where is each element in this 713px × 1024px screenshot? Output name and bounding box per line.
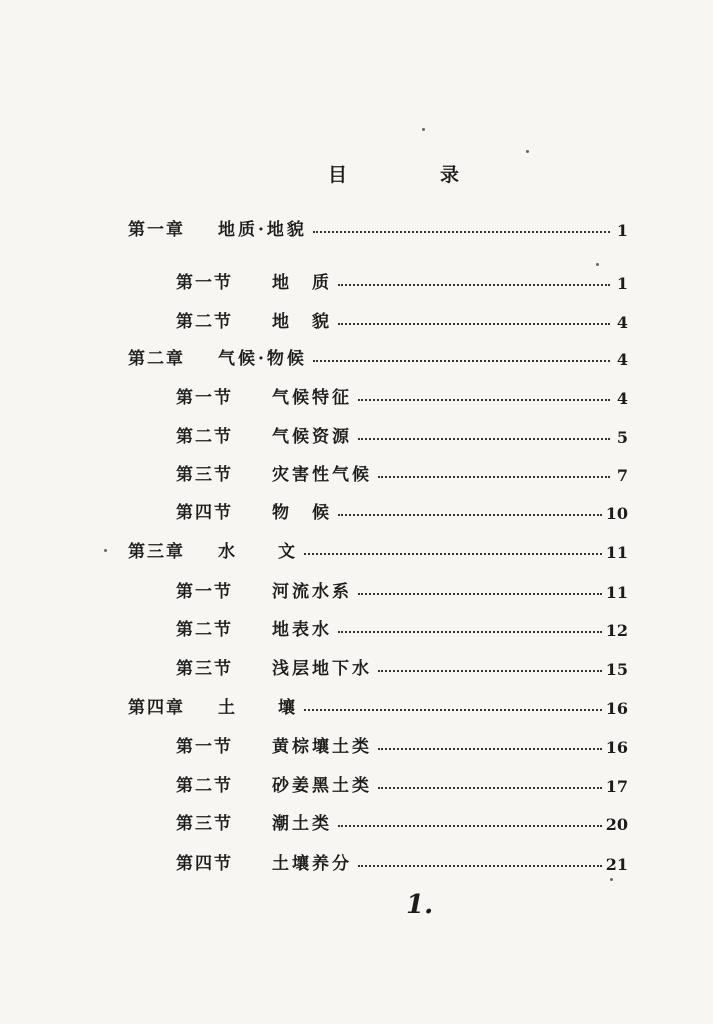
section-title: 气候特征: [272, 388, 352, 408]
print-speck: [422, 128, 425, 131]
page-number: 1.: [406, 890, 434, 920]
toc-section-row: [176, 731, 628, 757]
section-number: 第二节: [176, 312, 233, 332]
section-title: 浅层地下水: [272, 659, 372, 679]
leader-dots: [358, 438, 610, 440]
toc-section-row: [176, 770, 628, 796]
section-number: 第四节: [176, 854, 233, 874]
leader-dots: [358, 865, 602, 867]
section-title: 地表水: [272, 620, 332, 640]
page-ref: 17: [605, 777, 628, 796]
page-ref: 16: [605, 699, 628, 718]
page-ref: 21: [605, 855, 628, 874]
chapter-title: 气候·物候: [218, 349, 307, 369]
chapter-number: 第一章: [128, 220, 185, 240]
section-number: 第二节: [176, 776, 233, 796]
page-ref: 16: [605, 738, 628, 757]
section-title: 地 质: [272, 273, 332, 293]
page-ref: 4: [616, 389, 628, 408]
section-number: 第四节: [176, 503, 233, 523]
section-title: 砂姜黑土类: [272, 776, 372, 796]
title-char-2: 录: [440, 164, 460, 186]
toc-chapter-row: [128, 536, 628, 562]
section-title: 气候资源: [272, 427, 352, 447]
print-speck: [526, 150, 529, 153]
toc-section-row: [176, 267, 628, 293]
section-number: 第三节: [176, 659, 233, 679]
page-ref: 4: [616, 313, 628, 332]
leader-dots: [304, 709, 602, 711]
section-title: 地 貌: [272, 312, 332, 332]
page-title: [0, 160, 713, 190]
section-number: 第一节: [176, 582, 233, 602]
toc-section-row: [176, 808, 628, 834]
page-ref: 7: [616, 466, 628, 485]
leader-dots: [358, 593, 602, 595]
page-ref: 1: [616, 274, 628, 293]
section-number: 第二节: [176, 427, 233, 447]
leader-dots: [304, 553, 602, 555]
print-speck: [104, 549, 107, 552]
leader-dots: [358, 399, 610, 401]
page-ref: 5: [616, 428, 628, 447]
section-number: 第三节: [176, 465, 233, 485]
toc-section-row: [176, 382, 628, 408]
chapter-number: 第二章: [128, 349, 185, 369]
chapter-title: 土 壤: [218, 698, 298, 718]
chapter-title: 水 文: [218, 542, 298, 562]
toc-chapter-row: [128, 343, 628, 369]
leader-dots: [378, 787, 602, 789]
section-title: 物 候: [272, 503, 332, 523]
toc-section-row: [176, 653, 628, 679]
toc-chapter-row: [128, 214, 628, 240]
section-title: 潮土类: [272, 814, 332, 834]
leader-dots: [313, 231, 610, 233]
section-title: 灾害性气候: [272, 465, 372, 485]
page-ref: 4: [616, 350, 628, 369]
title-char-1: 目: [328, 164, 348, 186]
section-number: 第三节: [176, 814, 233, 834]
toc-section-row: [176, 497, 628, 523]
toc-section-row: [176, 306, 628, 332]
toc-section-row: [176, 848, 628, 874]
section-number: 第一节: [176, 388, 233, 408]
leader-dots: [338, 514, 602, 516]
leader-dots: [338, 631, 602, 633]
leader-dots: [338, 825, 602, 827]
toc-chapter-row: [128, 692, 628, 718]
leader-dots: [313, 360, 610, 362]
page-ref: 10: [605, 504, 628, 523]
section-title: 黄棕壤土类: [272, 737, 372, 757]
page-ref: 1: [616, 221, 628, 240]
toc-section-row: [176, 421, 628, 447]
print-speck: [610, 878, 613, 881]
leader-dots: [378, 748, 602, 750]
section-number: 第二节: [176, 620, 233, 640]
section-title: 土壤养分: [272, 854, 352, 874]
leader-dots: [338, 284, 610, 286]
section-title: 河流水系: [272, 582, 352, 602]
page-ref: 11: [605, 583, 628, 602]
section-number: 第一节: [176, 737, 233, 757]
toc-section-row: [176, 614, 628, 640]
print-speck: [596, 263, 599, 266]
page-ref: 12: [605, 621, 628, 640]
page-ref: 11: [605, 543, 628, 562]
section-number: 第一节: [176, 273, 233, 293]
toc-section-row: [176, 459, 628, 485]
chapter-number: 第三章: [128, 542, 185, 562]
leader-dots: [378, 476, 610, 478]
page-ref: 20: [605, 815, 628, 834]
chapter-number: 第四章: [128, 698, 185, 718]
page-ref: 15: [605, 660, 628, 679]
leader-dots: [338, 323, 610, 325]
toc-section-row: [176, 576, 628, 602]
chapter-title: 地质·地貌: [218, 220, 307, 240]
leader-dots: [378, 670, 602, 672]
